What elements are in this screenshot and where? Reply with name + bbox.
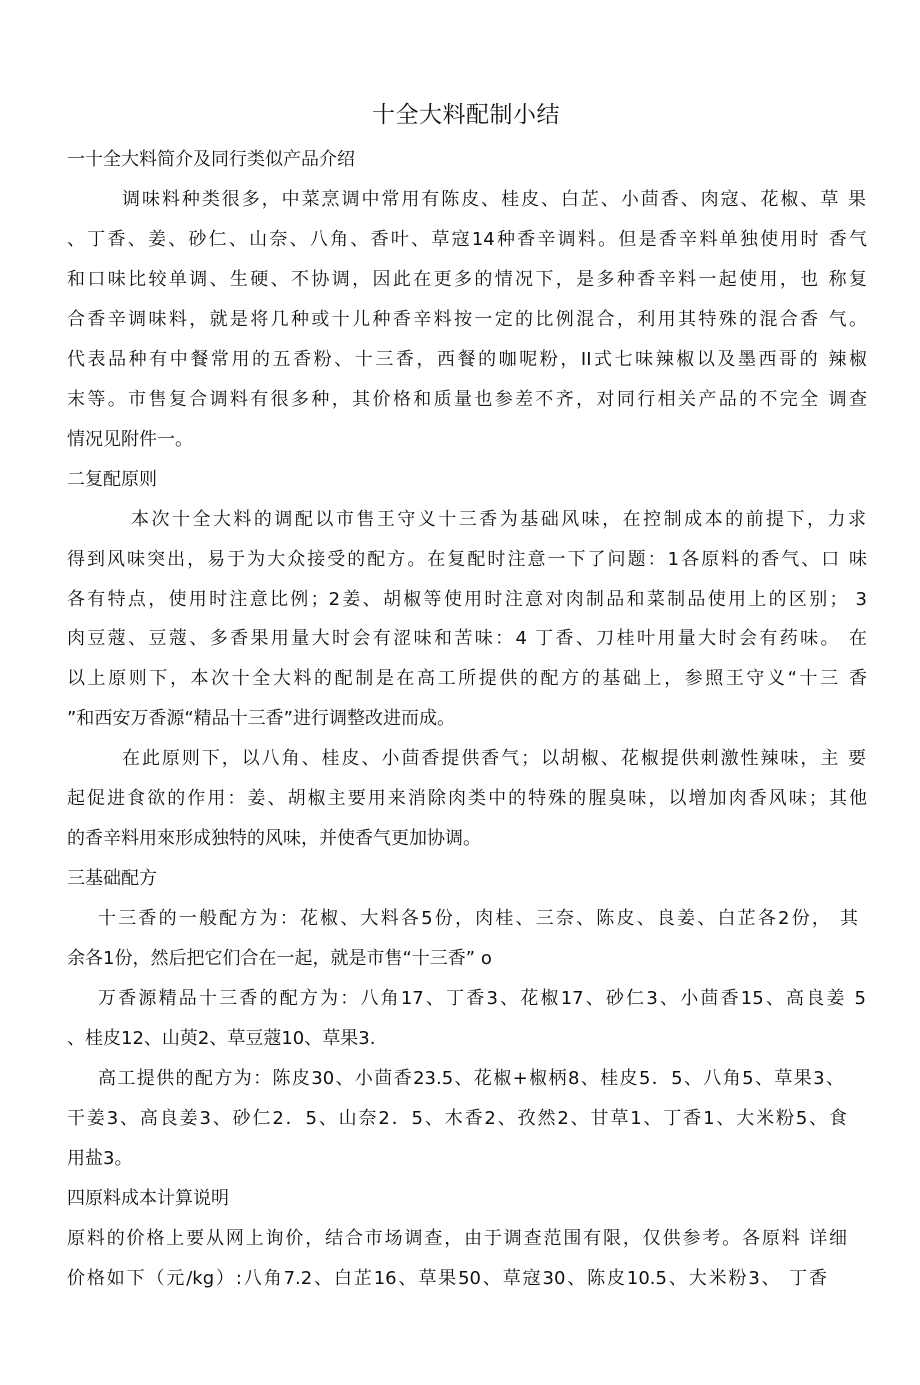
paragraph-line: 代表品种有中餐常用的五香粉、十三香，西餐的咖呢粉，II式七味辣椒以及墨西哥的 辣椒 [67,349,867,370]
paragraph-line: 肉豆蔻、豆蔻、多香果用量大时会有涩味和苦味：4 丁香、刀桂叶用量大时会有药味。 在 [67,628,867,649]
paragraph-line: 干姜3、高良姜3、砂仁2．5、山奈2．5、木香2、孜然2、甘草1、丁香1、大米粉5、食 [67,1108,847,1129]
paragraph-line: 本次十全大料的调配以市售王守义十三香为基础风味，在控制成本的前提下，力求 [131,509,866,530]
paragraph-line: 起促进食欲的作用：姜、胡椒主要用来消除肉类中的特殊的腥臭味，以增加肉香风味；其他 [67,788,867,809]
paragraph-line: 用盐3。 [67,1148,133,1169]
section-heading-2: 二复配原则 [67,469,157,490]
paragraph-line: 末等。市售复合调料有很多种，其价格和质量也参差不齐，对同行相关产品的不完全 调查 [67,389,867,410]
paragraph-line: 得到风味突出，易于为大众接受的配方。在复配时注意一下了问题：1各原料的香气、口 味 [67,549,867,570]
paragraph-line: 合香辛调味料，就是将几种或十儿种香辛料按一定的比例混合，利用其特殊的混合香 气。 [67,309,867,330]
paragraph-line: 在此原则下，以八角、桂皮、小茴香提供香气；以胡椒、花椒提供刺激性辣味，主 要 [122,748,866,769]
paragraph-line: 万香源精品十三香的配方为：八角17、丁香3、花椒17、砂仁3、小茴香15、高良姜 5 [98,988,866,1009]
paragraph-line: 情况见附件一。 [67,429,193,450]
section-heading-4: 四原料成本计算说明 [67,1188,229,1209]
paragraph-line: 原料的价格上要从网上询价，结合市场调查，由于调查范围有限，仅供参考。各原料 详细 [67,1228,847,1249]
paragraph-line: 、桂皮12、山萸2、草豆蔻10、草果3. [67,1028,376,1049]
paragraph-line: 、丁香、姜、砂仁、山奈、八角、香叶、草寇14种香辛调料。但是香辛料单独使用时 香气 [67,229,867,250]
paragraph-line: 十三香的一般配方为：花椒、大料各5份，肉桂、三奈、陈皮、良姜、白芷各2份， 其 [98,908,858,929]
paragraph-line: 以上原则下，本次十全大料的配制是在高工所提供的配方的基础上，参照王守义“十三 香 [67,668,867,689]
paragraph-line: ”和西安万香源“精品十三香”进行调整改进而成。 [67,708,455,729]
document-title: 十全大料配制小结 [372,102,560,128]
paragraph-line: 和口味比较单调、生硬、不协调，因此在更多的情况下，是多种香辛料一起使用，也 称复 [67,269,867,290]
paragraph-line: 各有特点，使用时注意比例；2姜、胡椒等使用时注意对肉制品和菜制品使用上的区别； 3 [67,589,867,610]
paragraph-line: 高工提供的配方为：陈皮30、小茴香23.5、花椒+椒柄8、桂皮5．5、八角5、草果3、 [98,1068,844,1089]
section-heading-3: 三基础配方 [67,868,157,889]
paragraph-line: 价格如下（元/kg）:八角7.2、白芷16、草果50、草寇30、陈皮10.5、大米粉3、 丁香 [67,1268,827,1289]
paragraph-line: 余各1份，然后把它们合在一起，就是市售“十三香” o [67,948,492,969]
paragraph-line: 的香辛料用來形成独特的风味，并使香气更加协调。 [67,828,481,849]
section-heading-1: 一十全大料简介及同行类似产品介绍 [67,149,355,170]
paragraph-line: 调味料种类很多，中菜烹调中常用有陈皮、桂皮、白芷、小茴香、肉寇、花椒、草 果 [122,189,866,210]
